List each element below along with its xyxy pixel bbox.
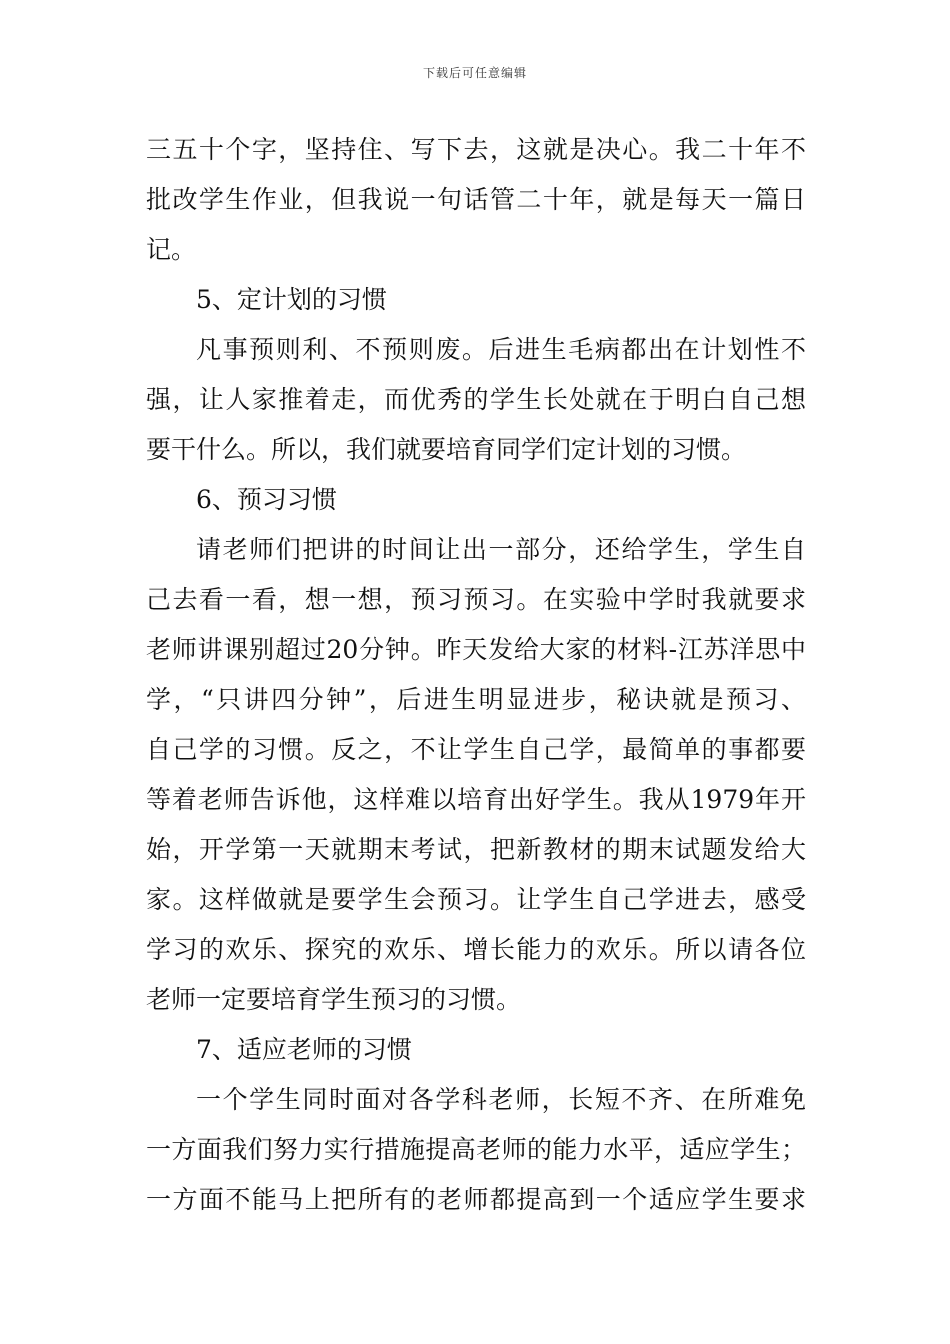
text-line: 强，让人家推着走，而优秀的学生长处就在于明白自己想: [146, 385, 806, 414]
section-heading-7: 7、适应老师的习惯: [196, 1035, 412, 1064]
page-header: 下载后可任意编辑: [422, 66, 527, 80]
paragraph-first-line: 请老师们把讲的时间让出一部分，还给学生，学生自: [196, 535, 806, 564]
text-line: 批改学生作业，但我说一句话管二十年，就是每天一篇日: [146, 185, 806, 214]
text-line: 自己学的习惯。反之，不让学生自己学，最简单的事都要: [146, 735, 806, 764]
paragraph-first-line: 一个学生同时面对各学科老师，长短不齐、在所难免: [196, 1085, 806, 1114]
text-line: 三五十个字，坚持住、写下去，这就是决心。我二十年不: [146, 135, 806, 164]
text-line: 己去看一看，想一想，预习预习。在实验中学时我就要求: [146, 585, 806, 614]
text-line: 要干什么。所以，我们就要培育同学们定计划的习惯。: [146, 435, 747, 464]
text-line: 始，开学第一天就期末考试，把新教材的期末试题发给大: [146, 835, 806, 864]
text-line: 一方面我们努力实行措施提高老师的能力水平，适应学生；: [146, 1135, 806, 1164]
document-body: [146, 125, 806, 1225]
section-heading-5: 5、定计划的习惯: [196, 285, 387, 314]
text-line: 记。: [146, 235, 197, 264]
text-line: 老师讲课别超过20分钟。昨天发给大家的材料-江苏洋思中: [146, 635, 806, 664]
text-line: 一方面不能马上把所有的老师都提高到一个适应学生要求: [146, 1185, 806, 1214]
text-line: 学，“只讲四分钟”，后进生明显进步，秘诀就是预习、: [146, 685, 806, 714]
section-heading-6: 6、预习习惯: [196, 485, 337, 514]
text-line: 学习的欢乐、探究的欢乐、增长能力的欢乐。所以请各位: [146, 935, 806, 964]
text-line: 家。这样做就是要学生会预习。让学生自己学进去，感受: [146, 885, 806, 914]
text-line: 老师一定要培育学生预习的习惯。: [146, 985, 522, 1014]
paragraph-first-line: 凡事预则利、不预则废。后进生毛病都出在计划性不: [196, 335, 806, 364]
text-line: 等着老师告诉他，这样难以培育出好学生。我从1979年开: [146, 785, 806, 814]
